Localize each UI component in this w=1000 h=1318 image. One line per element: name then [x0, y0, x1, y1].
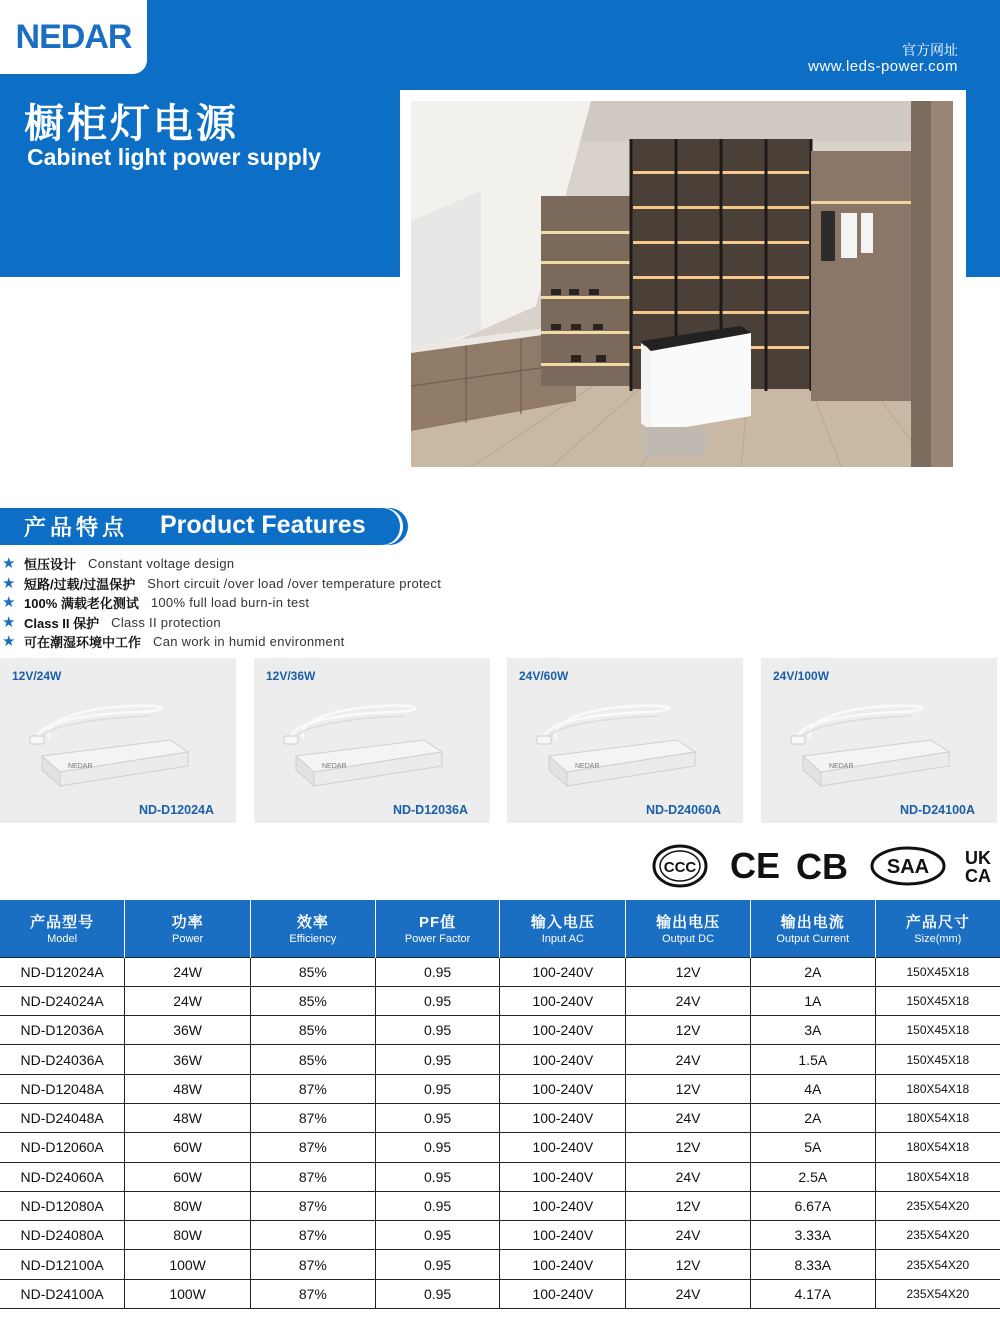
table-row [0, 1191, 1000, 1220]
table-cell: 0.95 [375, 1103, 500, 1132]
table-cell: 150X45X18 [875, 1045, 1000, 1074]
table-cell: 235X54X20 [875, 1191, 1000, 1220]
table-cell: 24W [125, 986, 251, 1015]
star-icon: ★ [2, 594, 16, 612]
product-voltage: 24V/60W [519, 669, 569, 683]
certification-logos [650, 842, 1000, 890]
table-cell: 12V [626, 957, 751, 986]
table-cell: 0.95 [375, 1045, 500, 1074]
table-cell: 48W [125, 1074, 251, 1103]
table-cell: 100-240V [500, 1074, 626, 1103]
table-cell: 12V [626, 1250, 751, 1279]
table-cell: 85% [250, 957, 375, 986]
product-voltage: 12V/24W [12, 669, 62, 683]
table-cell: 100-240V [500, 1133, 626, 1162]
table-cell: 24V [626, 1221, 751, 1250]
svg-text:NEDAR: NEDAR [829, 763, 854, 770]
page-title-en: Cabinet light power supply [27, 144, 321, 170]
page-title-cn: 橱柜灯电源 [24, 102, 239, 146]
table-cell: 5A [750, 1133, 875, 1162]
table-cell: ND-D24036A [0, 1045, 125, 1074]
table-row [0, 957, 1000, 986]
table-cell: ND-D24060A [0, 1162, 125, 1191]
table-cell: 24V [626, 1279, 751, 1308]
table-cell: 4A [750, 1074, 875, 1103]
table-row [0, 1279, 1000, 1308]
features-title-cn: 产品特点 [24, 515, 129, 540]
table-cell: 180X54X18 [875, 1103, 1000, 1132]
ukca-logo-icon [965, 848, 991, 886]
table-cell: 0.95 [375, 1221, 500, 1250]
svg-text:CCC: CCC [663, 859, 697, 876]
table-cell: 24V [626, 1162, 751, 1191]
table-cell: 87% [250, 1133, 375, 1162]
table-cell: 100-240V [500, 1103, 626, 1132]
table-cell: ND-D24024A [0, 986, 125, 1015]
table-cell: 100-240V [500, 1162, 626, 1191]
product-voltage: 12V/36W [266, 669, 316, 683]
table-cell: 0.95 [375, 957, 500, 986]
hero-closet-image [411, 101, 953, 467]
power-supply-image [781, 684, 981, 794]
feature-item: ★ 100% 满载老化测试 100% full load burn-in test [2, 594, 310, 612]
table-cell: 87% [250, 1103, 375, 1132]
logo [0, 0, 147, 74]
table-cell: 2A [750, 1103, 875, 1132]
features-title-en: Product Features [160, 511, 366, 539]
table-cell: 150X45X18 [875, 1016, 1000, 1045]
ccc-logo-icon [654, 846, 706, 886]
table-row [0, 1221, 1000, 1250]
table-cell: 0.95 [375, 1191, 500, 1220]
ce-logo-icon [730, 845, 780, 886]
svg-text:NEDAR: NEDAR [322, 763, 347, 770]
spec-table [0, 900, 1000, 1309]
table-cell: 85% [250, 1016, 375, 1045]
table-cell: 235X54X20 [875, 1221, 1000, 1250]
table-row [0, 1250, 1000, 1279]
table-cell: 87% [250, 1074, 375, 1103]
table-cell: 100W [125, 1279, 251, 1308]
table-cell: 6.67A [750, 1191, 875, 1220]
star-icon: ★ [2, 574, 16, 592]
logo-text: NEDAR [15, 17, 132, 56]
features-list [0, 554, 441, 652]
table-header-cell: 输出电压 Output DC [626, 900, 751, 957]
star-icon: ★ [2, 613, 16, 631]
table-cell: 12V [626, 1016, 751, 1045]
table-cell: 150X45X18 [875, 986, 1000, 1015]
table-cell: 60W [125, 1162, 251, 1191]
table-cell: ND-D12080A [0, 1191, 125, 1220]
table-header-cell: 产品尺寸 Size(mm) [875, 900, 1000, 957]
table-header-row [0, 900, 1000, 957]
table-cell: 87% [250, 1221, 375, 1250]
table-cell: 180X54X18 [875, 1162, 1000, 1191]
table-cell: 85% [250, 986, 375, 1015]
svg-text:CA: CA [965, 866, 991, 886]
table-cell: 3A [750, 1016, 875, 1045]
table-cell: 235X54X20 [875, 1279, 1000, 1308]
table-cell: 12V [626, 1191, 751, 1220]
table-cell: 24V [626, 986, 751, 1015]
product-model: ND-D24060A [645, 803, 721, 817]
feature-item: ★ 可在潮湿环境中工作 Can work in humid environment [2, 633, 345, 651]
feature-item: ★ Class II 保护 Class II protection [2, 613, 221, 631]
table-header-cell: 产品型号 Model [0, 900, 125, 957]
table-cell: ND-D12024A [0, 957, 125, 986]
table-cell: 0.95 [375, 986, 500, 1015]
product-card[interactable] [507, 658, 743, 823]
table-header-cell: PF值 Power Factor [375, 900, 500, 957]
table-cell: 2.5A [750, 1162, 875, 1191]
table-cell: ND-D24080A [0, 1221, 125, 1250]
table-cell: ND-D12100A [0, 1250, 125, 1279]
table-cell: 4.17A [750, 1279, 875, 1308]
table-row [0, 1162, 1000, 1191]
table-cell: 24V [626, 1103, 751, 1132]
table-cell: 100-240V [500, 1016, 626, 1045]
product-card[interactable] [0, 658, 236, 823]
table-cell: 8.33A [750, 1250, 875, 1279]
table-cell: 3.33A [750, 1221, 875, 1250]
site-url[interactable]: www.leds-power.com [808, 58, 958, 75]
product-model: ND-D12036A [392, 803, 468, 817]
power-supply-image [274, 684, 474, 794]
power-supply-image [527, 684, 727, 794]
table-cell: 80W [125, 1191, 251, 1220]
table-header-cell: 输入电压 Input AC [500, 900, 626, 957]
table-cell: 0.95 [375, 1279, 500, 1308]
svg-text:NEDAR: NEDAR [68, 763, 93, 770]
product-card[interactable] [761, 658, 997, 823]
table-cell: 180X54X18 [875, 1133, 1000, 1162]
table-header-cell: 输出电流 Output Current [750, 900, 875, 957]
table-cell: ND-D12060A [0, 1133, 125, 1162]
table-cell: 180X54X18 [875, 1074, 1000, 1103]
table-cell: 36W [125, 1016, 251, 1045]
product-model: ND-D12024A [138, 803, 214, 817]
table-cell: 87% [250, 1191, 375, 1220]
table-cell: 0.95 [375, 1133, 500, 1162]
power-supply-image [20, 684, 220, 794]
table-header-cell: 效率 Efficiency [250, 900, 375, 957]
table-cell: 0.95 [375, 1162, 500, 1191]
saa-logo-icon [872, 848, 944, 884]
table-cell: 0.95 [375, 1250, 500, 1279]
table-cell: 60W [125, 1133, 251, 1162]
product-voltage: 24V/100W [773, 669, 830, 683]
cb-logo-icon [796, 846, 848, 887]
table-cell: 235X54X20 [875, 1250, 1000, 1279]
svg-text:UK: UK [965, 848, 991, 868]
table-cell: 0.95 [375, 1016, 500, 1045]
svg-text:NEDAR: NEDAR [575, 763, 600, 770]
table-cell: 1A [750, 986, 875, 1015]
table-cell: 100-240V [500, 1191, 626, 1220]
feature-item: ★ 短路/过载/过温保护 Short circuit /over load /over temperature protect [2, 574, 442, 592]
table-cell: 80W [125, 1221, 251, 1250]
table-cell: 100-240V [500, 1045, 626, 1074]
table-cell: 85% [250, 1045, 375, 1074]
table-cell: 87% [250, 1279, 375, 1308]
site-label: 官方网址 [902, 42, 958, 58]
table-cell: 24V [626, 1045, 751, 1074]
table-cell: 100W [125, 1250, 251, 1279]
table-cell: 87% [250, 1162, 375, 1191]
table-body [0, 957, 1000, 1309]
table-cell: 87% [250, 1250, 375, 1279]
table-cell: 12V [626, 1074, 751, 1103]
star-icon: ★ [2, 633, 16, 651]
table-row [0, 1133, 1000, 1162]
table-cell: 100-240V [500, 957, 626, 986]
table-cell: 48W [125, 1103, 251, 1132]
svg-text:CE: CE [730, 845, 781, 886]
table-cell: 24W [125, 957, 251, 986]
table-row [0, 1103, 1000, 1132]
star-icon: ★ [2, 555, 16, 573]
table-cell: 100-240V [500, 1279, 626, 1308]
table-cell: 12V [626, 1133, 751, 1162]
table-cell: 150X45X18 [875, 957, 1000, 986]
table-cell: ND-D12036A [0, 1016, 125, 1045]
table-cell: ND-D24048A [0, 1103, 125, 1132]
table-cell: ND-D12048A [0, 1074, 125, 1103]
table-row [0, 1045, 1000, 1074]
table-cell: 0.95 [375, 1074, 500, 1103]
table-cell: 100-240V [500, 1221, 626, 1250]
table-row [0, 1016, 1000, 1045]
feature-item: ★ 恒压设计 Constant voltage design [2, 555, 235, 573]
svg-text:SAA: SAA [886, 856, 930, 878]
table-cell: 100-240V [500, 1250, 626, 1279]
table-row [0, 1074, 1000, 1103]
product-card[interactable] [254, 658, 490, 823]
table-cell: 100-240V [500, 986, 626, 1015]
svg-text:CB: CB [796, 846, 848, 887]
table-header-cell: 功率 Power [125, 900, 251, 957]
table-row [0, 986, 1000, 1015]
table-cell: 1.5A [750, 1045, 875, 1074]
product-model: ND-D24100A [899, 803, 975, 817]
table-cell: 2A [750, 957, 875, 986]
table-cell: ND-D24100A [0, 1279, 125, 1308]
table-cell: 36W [125, 1045, 251, 1074]
